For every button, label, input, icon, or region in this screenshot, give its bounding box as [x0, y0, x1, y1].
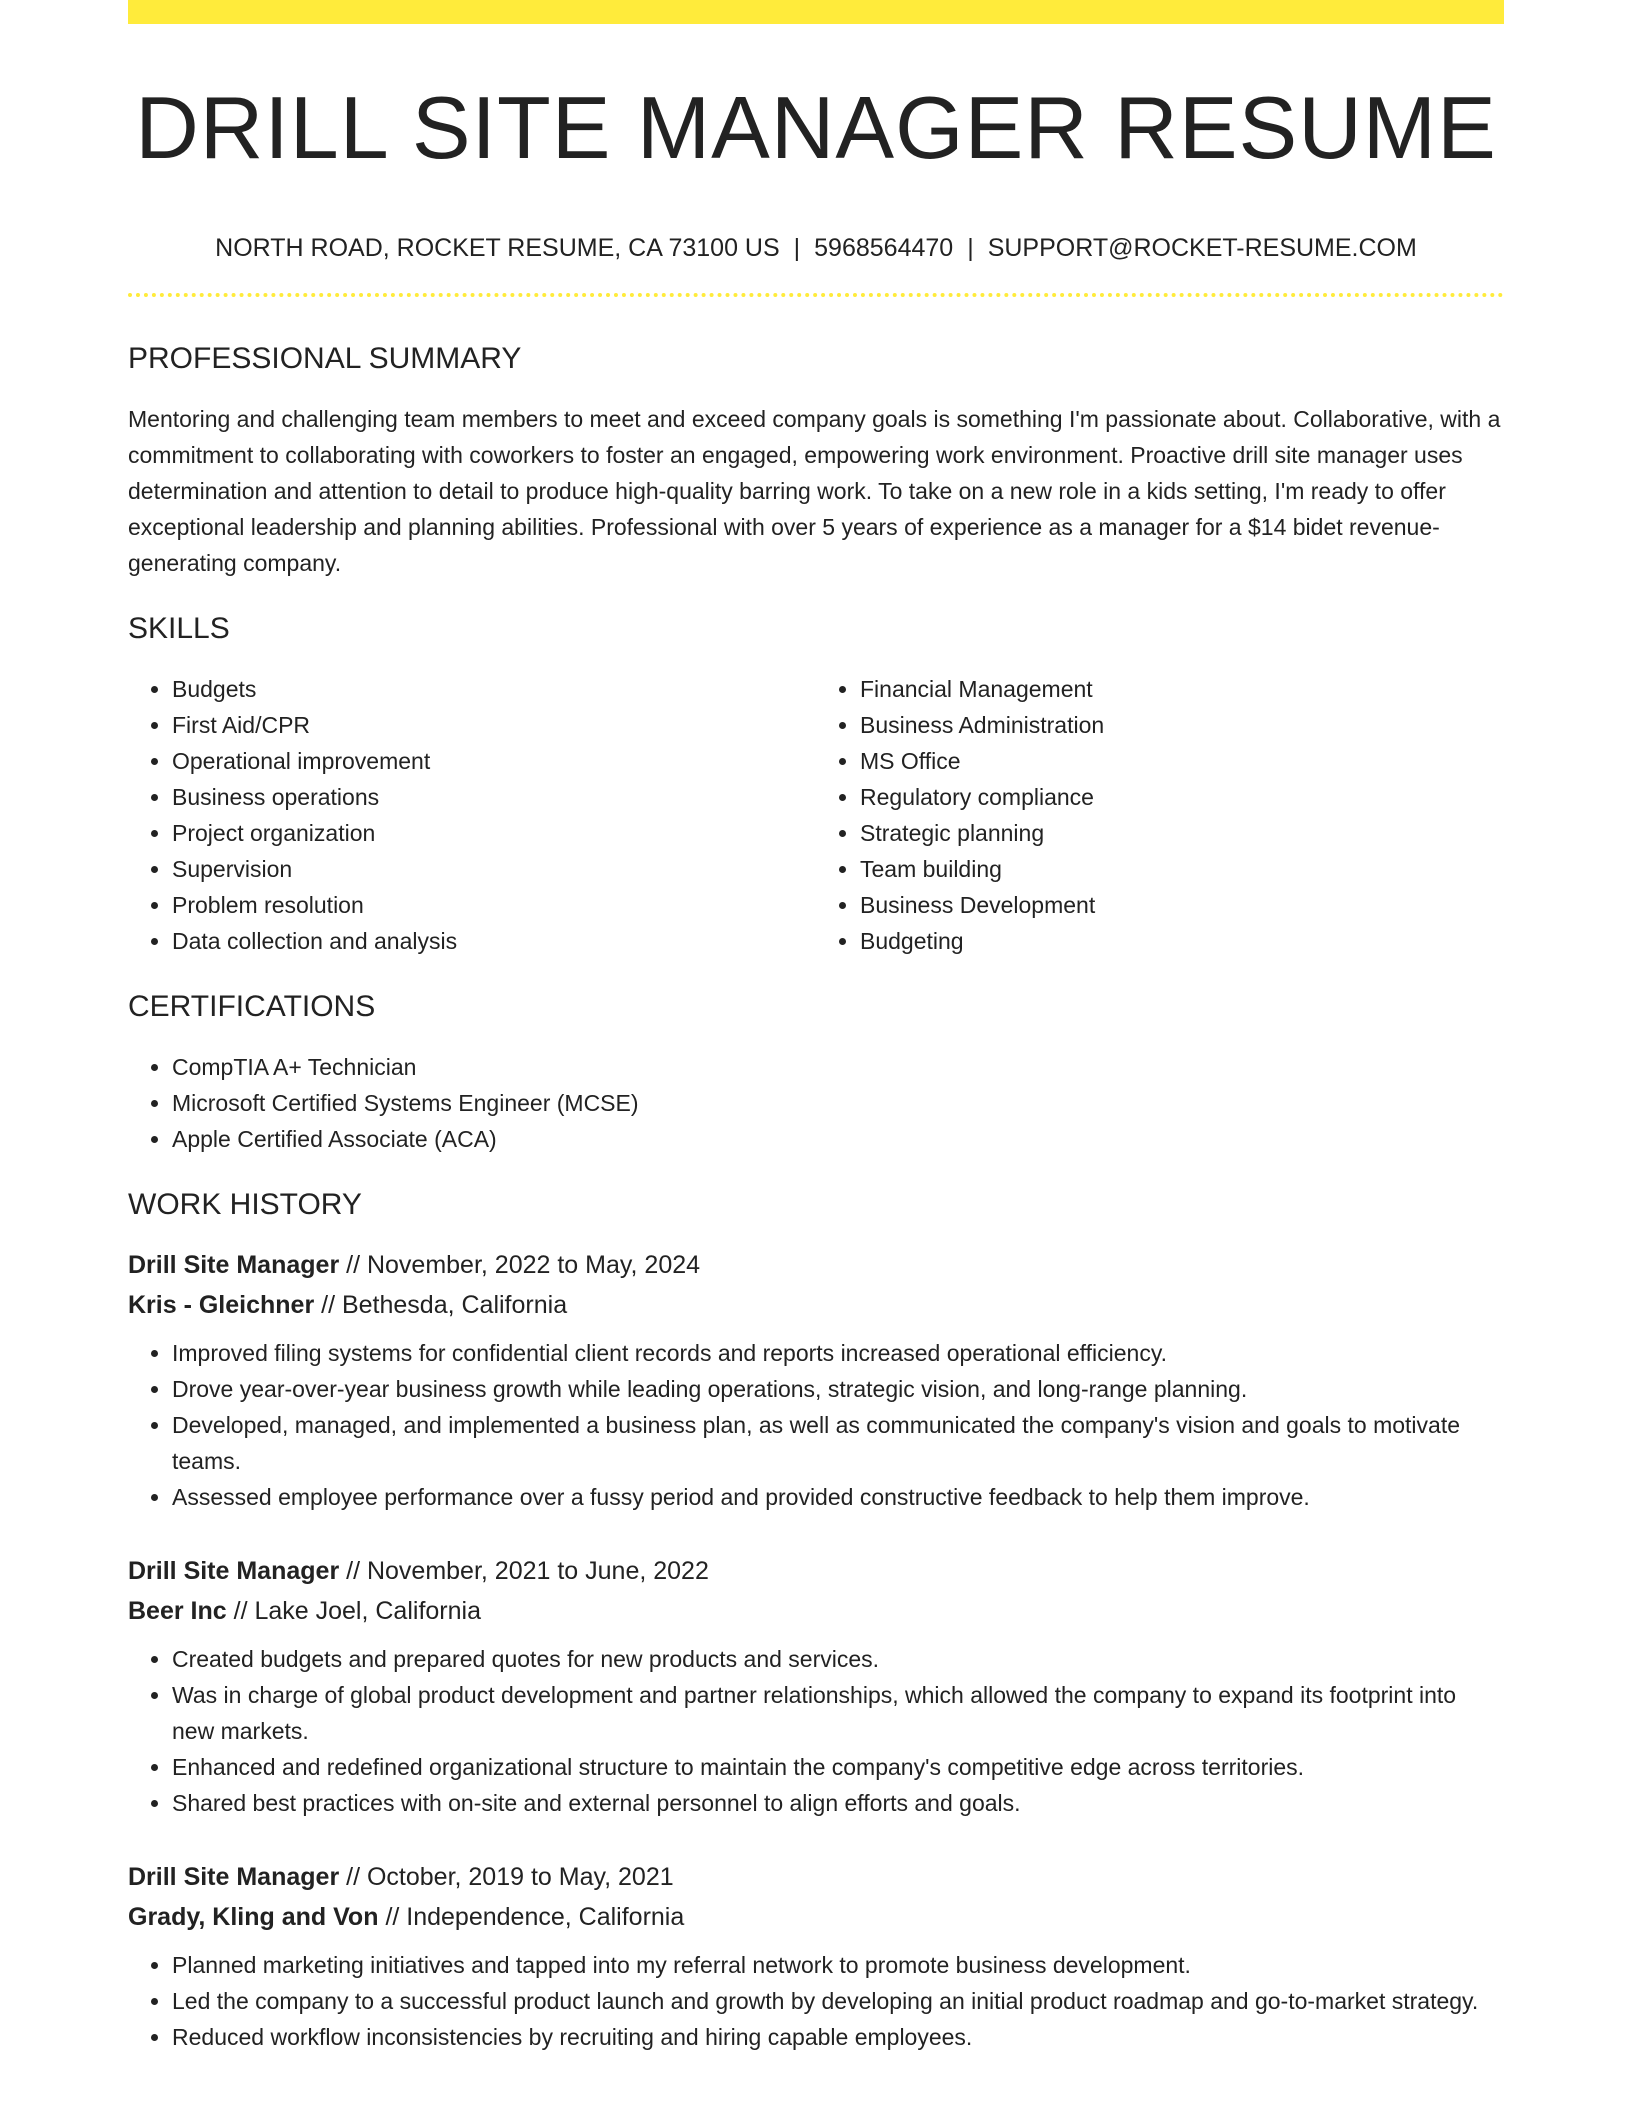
skill-item: • First Aid/CPR [172, 707, 816, 743]
skill-item: • Regulatory compliance [860, 779, 1504, 815]
job-company: Beer Inc [128, 1596, 227, 1625]
job-location: // Lake Joel, California [233, 1596, 481, 1625]
job-bullet: • Improved filing systems for confidential client records and reports increased operational efficiency. [172, 1335, 1504, 1371]
certification-item: • CompTIA A+ Technician [172, 1049, 1504, 1085]
job-company: Grady, Kling and Von [128, 1902, 379, 1931]
certification-item: • Microsoft Certified Systems Engineer (MCSE) [172, 1085, 1504, 1121]
skill-item: • Problem resolution [172, 887, 816, 923]
contact-email: SUPPORT@ROCKET-RESUME.COM [987, 233, 1417, 262]
resume-title: DRILL SITE MANAGER RESUME [135, 78, 1497, 177]
job-role: Drill Site Manager [128, 1250, 340, 1279]
skill-item: • Business operations [172, 779, 816, 815]
skill-item: • Financial Management [860, 671, 1504, 707]
job-bullet: • Developed, managed, and implemented a business plan, as well as communicated the company's vision and goals to motivate teams. [172, 1407, 1504, 1479]
contact-separator: | [967, 233, 974, 262]
job-company-line [128, 1591, 1504, 1631]
certifications-list [128, 1049, 1504, 1157]
job-role: Drill Site Manager [128, 1556, 340, 1585]
skill-item: • Budgets [172, 671, 816, 707]
job-bullet: • Created budgets and prepared quotes for new products and services. [172, 1641, 1504, 1677]
job-company-line [128, 1897, 1504, 1937]
contact-address: NORTH ROAD, ROCKET RESUME, CA 73100 US [215, 233, 780, 262]
job-location: // Bethesda, California [321, 1290, 568, 1319]
skills-heading: SKILLS [128, 611, 230, 645]
certifications-heading: CERTIFICATIONS [128, 989, 376, 1023]
job-entry [128, 1857, 1504, 2055]
top-accent-bar [128, 0, 1504, 24]
skill-item: • Business Administration [860, 707, 1504, 743]
skill-item: • Supervision [172, 851, 816, 887]
skills-columns [128, 671, 1504, 959]
job-entry [128, 1551, 1504, 1821]
job-bullet: • Reduced workflow inconsistencies by recruiting and hiring capable employees. [172, 2019, 1504, 2055]
job-bullets [128, 1641, 1504, 1821]
job-role-line [128, 1245, 1504, 1285]
contact-line [128, 233, 1504, 263]
job-dates: // November, 2022 to May, 2024 [346, 1250, 701, 1279]
skill-item: • Budgeting [860, 923, 1504, 959]
skill-item: • Strategic planning [860, 815, 1504, 851]
job-dates: // October, 2019 to May, 2021 [346, 1862, 674, 1891]
skill-item: • MS Office [860, 743, 1504, 779]
job-bullet: • Shared best practices with on-site and external personnel to align efforts and goals. [172, 1785, 1504, 1821]
job-dates: // November, 2021 to June, 2022 [346, 1556, 709, 1585]
work-history-heading: WORK HISTORY [128, 1187, 362, 1221]
job-company: Kris - Gleichner [128, 1290, 315, 1319]
skill-item: • Data collection and analysis [172, 923, 816, 959]
contact-separator: | [793, 233, 801, 262]
job-bullet: • Planned marketing initiatives and tapped into my referral network to promote business development. [172, 1947, 1504, 1983]
resume-page [128, 0, 1504, 2055]
job-bullet: • Was in charge of global product development and partner relationships, which allowed the company to expand its footprint into new markets. [172, 1677, 1504, 1749]
job-bullets [128, 1947, 1504, 2055]
job-bullet: • Drove year-over-year business growth while leading operations, strategic vision, and long-range planning. [172, 1371, 1504, 1407]
job-role: Drill Site Manager [128, 1862, 340, 1891]
summary-heading: PROFESSIONAL SUMMARY [128, 341, 522, 375]
job-role-line [128, 1551, 1504, 1591]
skill-item: • Team building [860, 851, 1504, 887]
skill-item: • Business Development [860, 887, 1504, 923]
summary-text: Mentoring and challenging team members to meet and exceed company goals is something I'm passionate about. Collaborative, with a commitment to collaborating with coworkers to foster an engaged, empowering work environment. Proactive drill site manager uses determination and attention to detail to produce high-quality barring work. To take on a new role in a kids setting, I'm ready to offer exceptional leadership and planning abilities. Professional with over 5 years of experience as a manager for a $14 bidet revenue-generating company. [128, 405, 1501, 576]
job-entry [128, 1245, 1504, 1515]
skills-list-right [816, 671, 1504, 959]
dotted-divider [128, 293, 1504, 297]
contact-phone: 5968564470 [814, 233, 954, 262]
skill-item: • Project organization [172, 815, 816, 851]
skills-list-left [128, 671, 816, 959]
certification-item: • Apple Certified Associate (ACA) [172, 1121, 1504, 1157]
job-role-line [128, 1857, 1504, 1897]
job-bullets [128, 1335, 1504, 1515]
job-bullet: • Led the company to a successful product launch and growth by developing an initial product roadmap and go-to-market strategy. [172, 1983, 1504, 2019]
skill-item: • Operational improvement [172, 743, 816, 779]
job-bullet: • Assessed employee performance over a fussy period and provided constructive feedback to help them improve. [172, 1479, 1504, 1515]
job-bullet: • Enhanced and redefined organizational structure to maintain the company's competitive edge across territories. [172, 1749, 1504, 1785]
job-company-line [128, 1285, 1504, 1325]
job-location: // Independence, California [385, 1902, 685, 1931]
